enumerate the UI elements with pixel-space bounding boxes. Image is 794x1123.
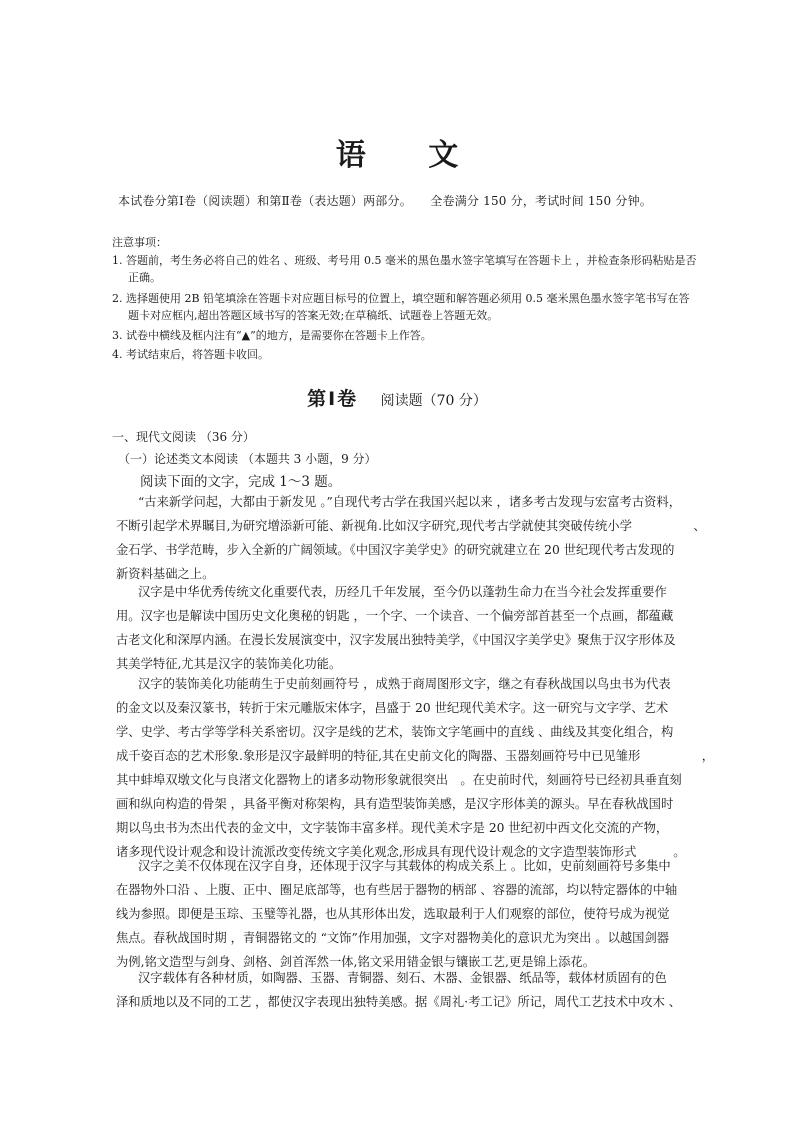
note-line: 题卡对应框内,超出答题区域书写的答案无效;在草稿纸、试题卷上答题无效。 (128, 309, 499, 322)
paragraph-line: 汉字的装饰美化功能萌生于史前刻画符号 ，成熟于商周图形文字，继之有春秋战国以鸟虫书为代表 (138, 677, 671, 691)
paragraph-line: 线为参照。即便是玉琮、玉璧等礼器，也从其形体出发，选取最利于人们观察的部位，使符号成为视觉 (116, 907, 670, 921)
note-line: 正确。 (128, 271, 161, 284)
note-item (112, 346, 692, 363)
paragraph-line: 其美学特征,尤其是汉字的装饰美化功能。 (116, 657, 342, 671)
body-paragraph (116, 580, 682, 676)
note-line: 1. 答题前，考生务必将自己的姓名 、班级、考号用 0.5 毫米的黑色墨水签字笔填写在答题卡上 ，并检查条形码粘贴是否 (112, 254, 697, 267)
note-item (112, 252, 697, 286)
paragraph-line: 新资料基础之上。 (116, 567, 215, 581)
exam-title: 语 文 (335, 138, 485, 173)
paragraph-line: 期以鸟虫书为杰出代表的金文中，文字装饰丰富多样。现代美术字是 20 世纪初中西文化交流的产物， (116, 821, 669, 835)
reading-instruction: 阅读下面的文字，完成 1～3 题。 (140, 474, 342, 490)
note-line: 4. 考试结束后，将答题卡收回。 (112, 348, 269, 361)
section-subtitle: 阅读题（70 分） (380, 393, 487, 409)
paragraph-line: 汉字是中华优秀传统文化重要代表，历经几千年发展，至今仍以蓬勃生命力在当今社会发挥重要作 (138, 585, 667, 599)
paragraph-line: 学、史学、考古学等学科关系密切。汉字是线的艺术，装饰文字笔画中的直线 、曲线及其变化组合，构 (116, 725, 674, 739)
paragraph-line: “古来新学问起，大都由于新发见 。”自现代考古学在我国兴起以来 ，诸多考古发现与宏富考古资料， (138, 495, 682, 509)
body-paragraph (116, 854, 682, 974)
paragraph-line: 的金文以及秦汉篆书，转折于宋元雕版宋体字，昌盛于 20 世纪现代美术字。这一研究与文字学、艺术 (116, 701, 669, 715)
paragraph-line: 画和纵向构造的骨架 ，具备平衡对称架构，具有造型装饰美感，是汉字形体美的源头。早在春秋战国时 (116, 797, 674, 811)
body-paragraph (116, 672, 715, 864)
paragraph-line: 成千姿百态的艺术形象.象形是汉字最鲜明的特征,其在史前文化的陶器、玉器刻画符号中已见雏形 ， (116, 749, 715, 763)
body-paragraph (116, 966, 682, 1014)
paragraph-line: 其中蚌埠双墩文化与良渚文化器物上的诸多动物形象就很突出 。在史前时代，刻画符号已经初具垂直刻 (116, 773, 682, 787)
notes-heading: 注意事项： (112, 236, 167, 249)
paragraph-line: 汉字载体有各种材质，如陶器、玉器、青铜器、刻石、木器、金银器、纸品等，载体材质固有的色 (138, 971, 667, 985)
paragraph-line: 不断引起学术界瞩目,为研究增添新可能、新视角.比如汉字研究,现代考古学就使其突破传统小学 、 (116, 519, 706, 533)
paragraph-line: 诸多现代设计观念和设计流派改变传统文字美化观念,形成具有现代设计观念的文字造型装饰形式 。 (116, 845, 686, 859)
paragraph-line: 在器物外口沿 、上腹、正中、圈足底部等，也有些居于器物的柄部 、容器的流部，均以特定器体的中轴 (116, 883, 678, 897)
paragraph-line: 为例,铭文造型与剑身、剑格、剑首浑然一体,铭文采用错金银与镶嵌工艺,更是锦上添花。 (116, 955, 596, 969)
section-label: 第Ⅰ卷 (307, 388, 359, 410)
paragraph-line: 用。汉字也是解读中国历史文化奥秘的钥匙 ，一个字、一个读音、一个偏旁部首甚至一个点画，都蕴藏 (116, 609, 674, 623)
paragraph-line: 焦点。春秋战国时期 ，青铜器铭文的 “文饰”作用加强，文字对器物美化的意识尤为突出 。以越国剑器 (116, 931, 670, 945)
subpart-heading: （一）论述类文本阅读 （本题共 3 小题，9 分） (118, 452, 377, 466)
paragraph-line: 古老文化和深厚内涵。在漫长发展演变中，汉字发展出独特美学，《中国汉字美学史》聚焦于汉字形体及 (116, 633, 676, 647)
exam-intro: 本试卷分第Ⅰ卷（阅读题）和第Ⅱ卷（表达题）两部分。 全卷满分 150 分，考试时间 150 分钟。 (118, 194, 652, 208)
body-paragraph (116, 490, 706, 586)
note-item (112, 290, 692, 324)
note-item (112, 327, 692, 344)
part-heading: 一、现代文阅读 （36 分） (112, 430, 255, 444)
note-line: 2. 选择题使用 2B 铅笔填涂在答题卡对应题目标号的位置上，填空题和解答题必须用 0.5 毫米黑色墨水签字笔书写在答 (112, 292, 690, 305)
paragraph-line: 泽和质地以及不同的工艺 ，都使汉字表现出独特美感。据《周礼·考工记》所记，周代工艺技术中攻木 、 (116, 995, 682, 1009)
note-line: 3. 试卷中横线及框内注有“▲”的地方，是需要你在答题卡上作答。 (112, 329, 432, 342)
paragraph-line: 汉字之美不仅体现在汉字自身，还体现于汉字与其载体的构成关系上 。比如，史前刻画符号多集中 (138, 859, 671, 873)
section-heading (0, 384, 794, 411)
paragraph-line: 金石学、书学范畴，步入全新的广阔领域。《中国汉字美学史》的研究就建立在 20 世纪现代考古发现的 (116, 543, 675, 557)
